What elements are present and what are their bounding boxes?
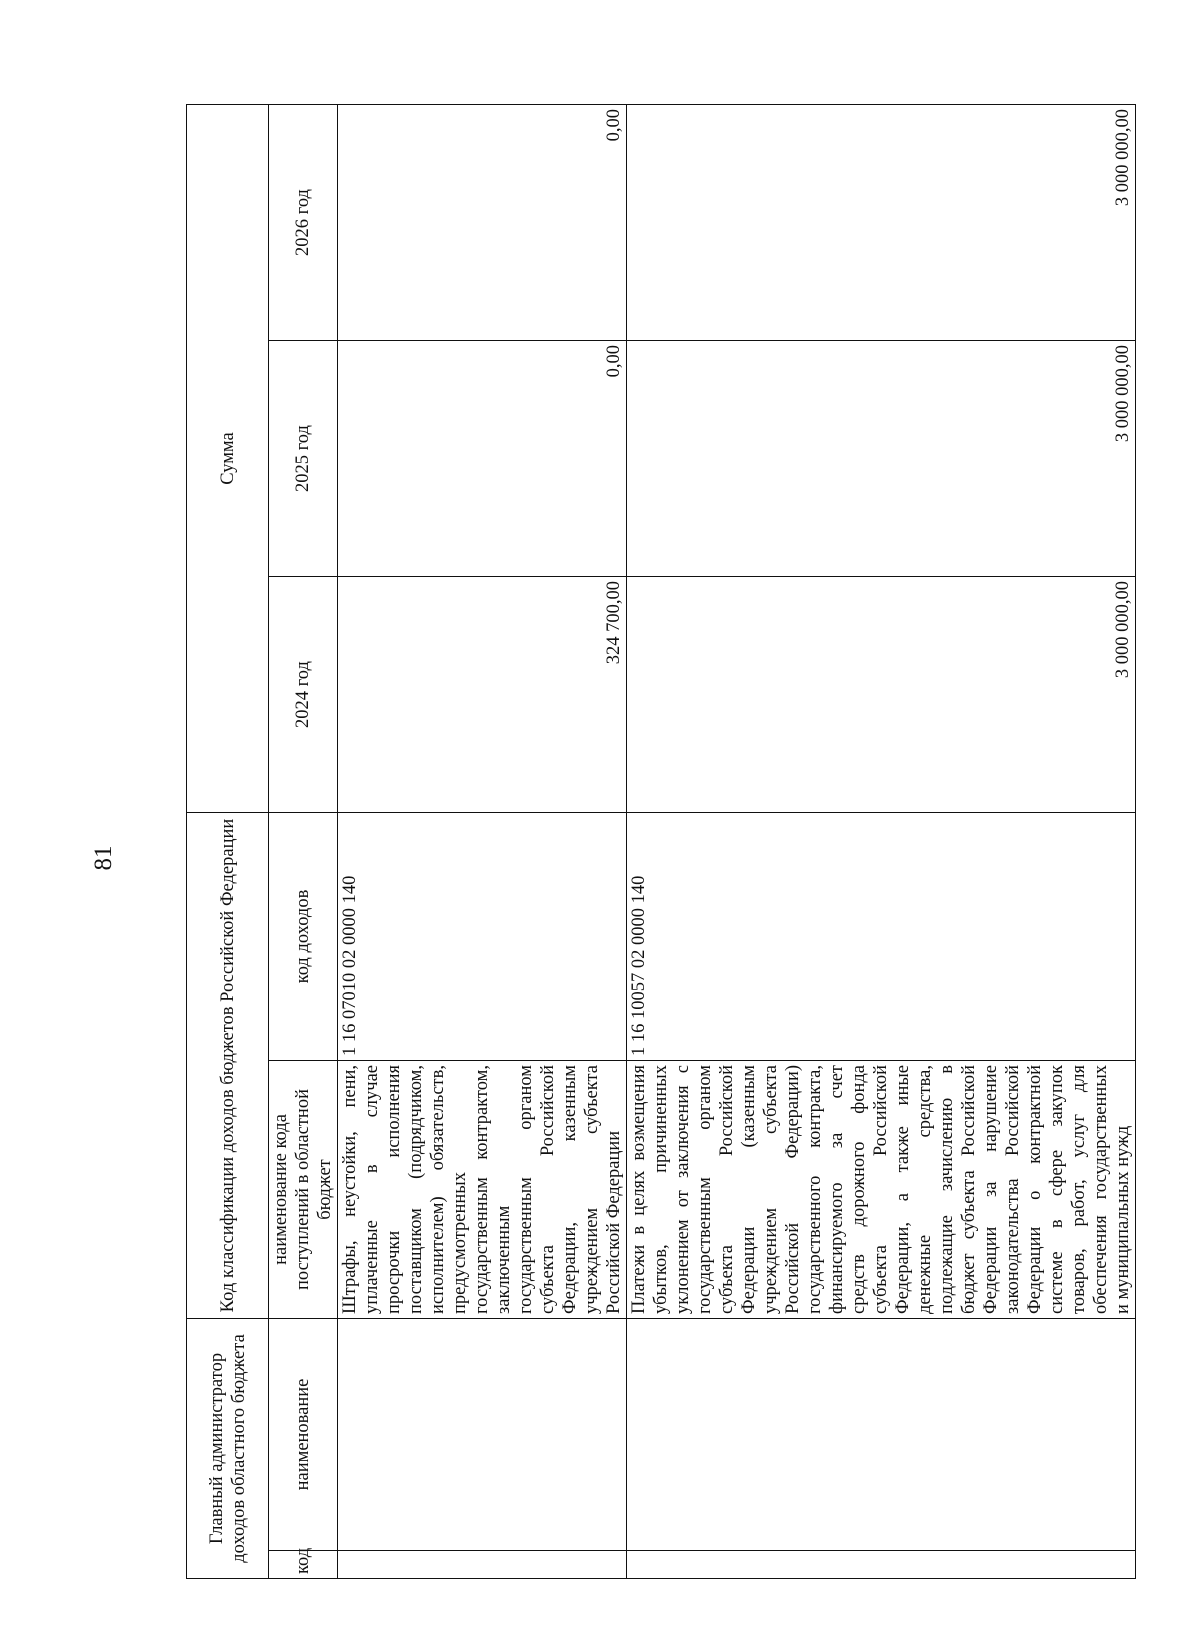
admin-name-header: наименование	[269, 1319, 338, 1551]
sum-2025-cell: 3 000 000,00	[627, 341, 1136, 577]
sum-2024-cell: 3 000 000,00	[627, 577, 1136, 813]
year-2024-header: 2024 год	[269, 577, 338, 813]
income-code-header: код доходов	[269, 813, 338, 1061]
income-name-cell: Платежи в целях возмещения убытков, причиненных уклонением от заключения с государственным органом субъекта Российской Федерации (казенным учреждением субъекта Российской Федерации) государственного контракта, финансируемого за счет средств дорожного фонда субъекта Российской Федерации, а также иные денежные средства, подлежащие зачислению в бюджет субъекта Российской Федерации за нарушение законодательства Российской Федерации о контрактной системе в сфере закупок товаров, работ, услуг для обеспечения государственных и муниципальных нужд	[627, 1061, 1136, 1319]
admin-name-cell	[338, 1319, 627, 1551]
admin-code-cell	[627, 1551, 1136, 1579]
classification-group-header: Код классификации доходов бюджетов Российской Федерации	[187, 813, 269, 1319]
table-row	[338, 104, 627, 1578]
admin-code-cell	[338, 1551, 627, 1579]
income-code-cell: 1 16 07010 02 0000 140	[338, 813, 627, 1061]
year-2025-header: 2025 год	[269, 341, 338, 577]
income-name-cell: Штрафы, неустойки, пени, уплаченные в случае просрочки исполнения поставщиком (подрядчиком, исполнителем) обязательств, предусмотренных государственным контрактом, заключенным государственным органом субъекта Российской Федерации, казенным учреждением субъекта Российской Федерации	[338, 1061, 627, 1319]
admin-code-header: код	[269, 1551, 338, 1579]
income-name-header: наименование кода поступлений в областной бюджет	[269, 1061, 338, 1319]
sum-group-header: Сумма	[187, 104, 269, 812]
rotated-table-wrapper	[186, 105, 1133, 1579]
admin-group-header: Главный администратор доходов областного бюджета	[187, 1319, 269, 1579]
page-number: 81	[90, 845, 117, 871]
year-2026-header: 2026 год	[269, 104, 338, 340]
admin-name-cell	[627, 1319, 1136, 1551]
sum-2024-cell: 324 700,00	[338, 577, 627, 813]
sum-2025-cell: 0,00	[338, 341, 627, 577]
sum-2026-cell: 3 000 000,00	[627, 104, 1136, 340]
table-row	[627, 104, 1136, 1578]
income-table	[186, 104, 1136, 1579]
sum-2026-cell: 0,00	[338, 104, 627, 340]
income-code-cell: 1 16 10057 02 0000 140	[627, 813, 1136, 1061]
